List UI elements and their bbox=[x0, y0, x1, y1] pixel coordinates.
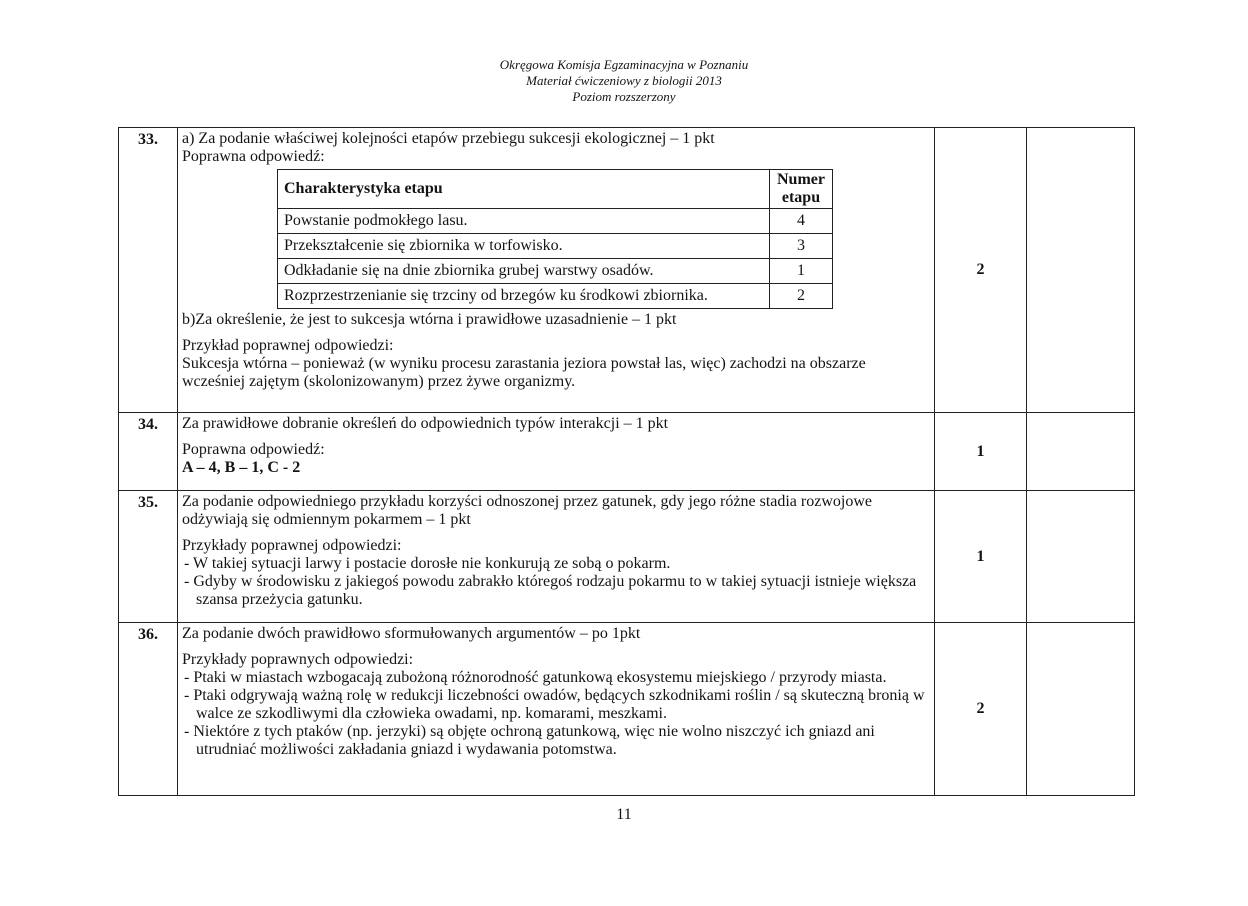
task-points: 1 bbox=[935, 491, 1027, 623]
header-material: Materiał ćwiczeniowy z biologii 2013 bbox=[526, 73, 722, 88]
empty-cell bbox=[1027, 491, 1135, 623]
task-points: 1 bbox=[935, 413, 1027, 491]
stage-header-characteristic: Charakterystyka etapu bbox=[278, 170, 770, 209]
example-text: Sukcesja wtórna – ponieważ (w wyniku procesu zarastania jeziora powstał las, więc) zachodzi na obszarze wcześniej zajętym (skolonizowanym) przez żywe organizmy. bbox=[182, 355, 866, 390]
stage-description: Przekształcenie się zbiornika w torfowisko. bbox=[278, 234, 770, 259]
stage-description: Powstanie podmokłego lasu. bbox=[278, 209, 770, 234]
task-criteria bbox=[178, 413, 935, 491]
criterion-a: a) Za podanie właściwej kolejności etapów przebiegu sukcesji ekologicznej – 1 pkt bbox=[182, 130, 715, 147]
task-points: 2 bbox=[935, 623, 1027, 796]
task-points: 2 bbox=[935, 128, 1027, 413]
task-number: 36. bbox=[119, 623, 178, 796]
example-item: - W takiej sytuacji larwy i postacie dorosłe nie konkurują ze sobą o pokarm. bbox=[184, 555, 671, 572]
task-number: 35. bbox=[119, 491, 178, 623]
empty-cell bbox=[1027, 623, 1135, 796]
criterion-b: b)Za określenie, że jest to sukcesja wtórna i prawidłowe uzasadnienie – 1 pkt bbox=[182, 311, 677, 328]
stage-table bbox=[277, 169, 833, 309]
task-number: 33. bbox=[119, 128, 178, 413]
task-row-33 bbox=[119, 128, 1135, 413]
examples-label: Przykłady poprawnych odpowiedzi: bbox=[182, 651, 414, 668]
examples-label: Przykłady poprawnej odpowiedzi: bbox=[182, 537, 402, 554]
task-row-36 bbox=[119, 623, 1135, 796]
task-criteria bbox=[178, 623, 935, 796]
stage-row bbox=[278, 259, 833, 284]
task-row-35 bbox=[119, 491, 1135, 623]
stage-row bbox=[278, 234, 833, 259]
example-item: - Gdyby w środowisku z jakiegoś powodu zabrakło któregoś rodzaju pokarmu to w takiej sytuacji istnieje większa szansa przeżycia gatunku. bbox=[184, 573, 917, 608]
example-item: - Ptaki odgrywają ważną rolę w redukcji liczebności owadów, będących szkodnikami roślin / są skuteczną bronią w walce ze szkodliwymi dla człowieka owadami, np. komarami, meszkami. bbox=[184, 687, 925, 722]
stage-number: 3 bbox=[770, 234, 833, 259]
stage-number: 4 bbox=[770, 209, 833, 234]
stage-header-number: Numer etapu bbox=[770, 170, 833, 209]
header-institution: Okręgowa Komisja Egzaminacyjna w Poznaniu bbox=[499, 57, 749, 72]
criterion: Za podanie odpowiedniego przykładu korzyści odnoszonej przez gatunek, gdy jego różne stadia rozwojowe odżywiają się odmiennym pokarmem – 1 pkt bbox=[182, 493, 872, 528]
criterion: Za prawidłowe dobranie określeń do odpowiednich typów interakcji – 1 pkt bbox=[182, 415, 669, 432]
task-criteria bbox=[178, 491, 935, 623]
task-row-34 bbox=[119, 413, 1135, 491]
stage-table-header bbox=[278, 170, 833, 209]
criterion: Za podanie dwóch prawidłowo sformułowanych argumentów – po 1pkt bbox=[182, 625, 641, 642]
example-item: - Niektóre z tych ptaków (np. jerzyki) są objęte ochroną gatunkową, więc nie wolno niszczyć ich gniazd ani utrudniać możliwości zakładania gniazd i wydawania potomstwa. bbox=[184, 723, 875, 758]
stage-number: 2 bbox=[770, 284, 833, 309]
task-criteria bbox=[178, 128, 935, 413]
stage-row bbox=[278, 284, 833, 309]
answer-label: Poprawna odpowiedź: bbox=[182, 148, 325, 165]
scoring-table bbox=[118, 127, 1135, 796]
page-number: 11 bbox=[616, 806, 632, 823]
answer-label: Poprawna odpowiedź: bbox=[182, 441, 325, 458]
stage-row bbox=[278, 209, 833, 234]
page-header bbox=[0, 57, 1248, 105]
empty-cell bbox=[1027, 413, 1135, 491]
example-item: - Ptaki w miastach wzbogacają zubożoną różnorodność gatunkową ekosystemu miejskiego / przyrody miasta. bbox=[184, 669, 887, 686]
stage-description: Rozprzestrzenianie się trzciny od brzegów ku środkowi zbiornika. bbox=[278, 284, 770, 309]
example-label: Przykład poprawnej odpowiedzi: bbox=[182, 337, 394, 354]
header-level: Poziom rozszerzony bbox=[572, 89, 676, 104]
empty-cell bbox=[1027, 128, 1135, 413]
stage-description: Odkładanie się na dnie zbiornika grubej warstwy osadów. bbox=[278, 259, 770, 284]
answer: A – 4, B – 1, C - 2 bbox=[182, 459, 301, 476]
stage-number: 1 bbox=[770, 259, 833, 284]
task-number: 34. bbox=[119, 413, 178, 491]
